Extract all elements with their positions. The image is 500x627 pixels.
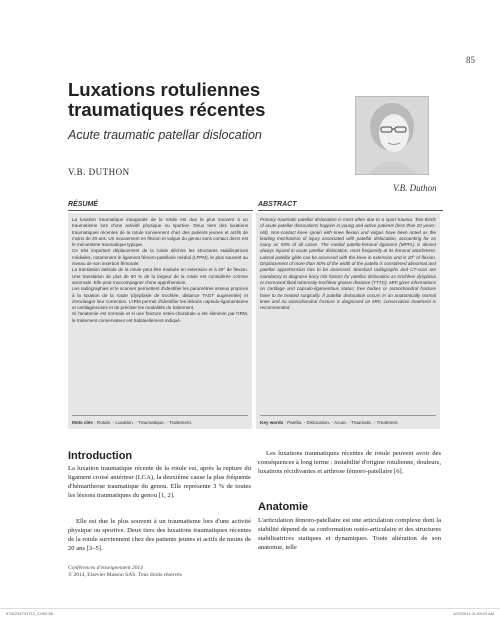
resume-paragraph: La luxation traumatique inaugurale de la rotule est due le plus souvent à un traumatisme lors d'une activité physique ou sportive. Deux tiers des luxations traumatiques récentes de la rotule surviennent chez des patients jeunes et actifs de moins de 20 ans. Un mouvement en flexion et valgus du genou sans contact direct est le mécanisme traumatique typique. (72, 217, 248, 248)
keywords-label: Mots clés (72, 420, 93, 425)
article-subtitle: Acute traumatic patellar dislocation (68, 128, 262, 142)
slug-file: 9782294741712_CH00 85 (6, 611, 53, 616)
keywords-list: : Patella. - Dislocation. - Acute. - Traumatic. - Treatment. (284, 420, 399, 425)
keywords-list: : Rotule. - Luxation. - Traumatique. - Traitement. (94, 420, 193, 425)
author-name: V.B. DUTHON (68, 167, 130, 177)
page-footer (68, 565, 182, 579)
resume-paragraph: La translation latérale de la rotule peut être évaluée en extension et à 20° de flexion. Une translation de plus de 50 % de la largeur de la rotule est considérée comme anormale. Elle peut s'accompagner d'une appréhension. (72, 267, 248, 285)
resume-keywords (72, 420, 248, 425)
slug-timestamp: 1/29/2014 11:59:03 AM (452, 611, 494, 616)
resume-text (72, 217, 248, 324)
page-number: 85 (466, 55, 475, 65)
abstract-heading: ABSTRACT (258, 201, 443, 211)
resume-box (68, 213, 252, 429)
footer-copyright: © 2014, Elsevier Masson SAS. Tous droits réservés (68, 572, 182, 578)
introduction-paragraph-3: Les luxations traumatiques récentes de rotule peuvent avoir des conséquences à long terme : instabilité d'origine rotulienne, douleurs, luxations récidivantes et arthrose fémoro-patellaire [6]. (258, 450, 441, 475)
introduction-heading: Introduction (68, 450, 133, 462)
anatomie-paragraph-1: L'articulation fémoro-patellaire est une articulation complexe dont la stabilité dépend de sa conformation ostéo-articulaire et des structures stabilisatrices statiques et dynamiques. Toute altération de son anatomie, telle (258, 517, 441, 551)
article-title: Luxations rotuliennes traumatiques récentes (68, 79, 266, 120)
resume-heading: RÉSUMÉ (68, 201, 253, 211)
resume-paragraph: Ce très important déplacement de la rotule déchire les structures stabilisatrices médiales, notamment le ligament fémoro-patellaire médial (LFPM), le plus souvent au niveau de son insertion fémorale. (72, 248, 248, 267)
keywords-divider (260, 415, 436, 416)
introduction-paragraph-2: Elle est due le plus souvent à un traumatisme lors d'une activité physique ou sportive. Deux tiers des luxations traumatiques récentes de la rotule surviennent chez des patients jeunes et actifs de moins de 20 ans [3–5]. (68, 518, 251, 552)
abstract-keywords (260, 420, 436, 425)
resume-paragraph: Les radiographies et le scanner permettent d'identifier les paramètres osseux propices à la luxation de la rotule (dysplasie de trochlée, distance TAGT augmentée) et d'envisager leur correction. L'IRM permet d'identifier les lésions capsulo-ligamentaires et cartilagineuses et de préciser les modalités du traitement. (72, 286, 248, 311)
footer-conference: Conférences d'enseignement 2014 (68, 565, 143, 571)
photo-caption: V.B. Duthon (393, 183, 437, 193)
keywords-divider (72, 415, 248, 416)
abstract-paragraph: Primary traumatic patellar dislocation is most often due to a sport trauma. Two-thirds of acute patellar dislocations happen in young and active patients (less than 20 years-old). Non-contact knee sprain with knee flexion and valgus have been noted as the leading mechanism of injury associated with patellar dislocation, accounting for as many as 93% of all cases. The medial patello-femoral ligament (MPFL) is almost always injured in acute patellar dislocation, most frequently at its femoral attachment. Lateral patellar glide can be assessed with the knee in extension and in 20° of flexion. Displacement of more than 50% of the width of the patella is considered abnormal and patellar apprehension has to be assessed. Standard radiographs and CT-scan are mandatory to diagnose bony risk factors for patellar dislocation as trochlear dysplasia or increased tibial tuberosity-trochlear groove distance (TTTG). MRI gives informations on cartilage and capsulo-ligamentous status; free bodies or osteochondral fracture have to be treated surgically. If patellar dislocation occurs in an anatomically normal knee and no osteochondral fracture is diagnosed on MRI, conservative treatment is recommended. (260, 217, 436, 311)
print-slug (0, 609, 500, 619)
abstract-box (256, 213, 440, 429)
keywords-label: Key words (260, 420, 284, 425)
anatomie-heading: Anatomie (258, 501, 309, 513)
abstract-text (260, 217, 436, 311)
introduction-paragraph-1: La luxation traumatique récente de la rotule est, après la rupture du ligament croisé antérieur (LCA), la deuxième cause la plus fréquente d'hémarthrose traumatique du genou. Elle représente 3 % de toutes les lésions traumatiques du genou [1, 2]. (68, 465, 251, 499)
resume-paragraph: Si l'anatomie est normale et si une fracture ostéo-chondrale a été éliminée par l'IRM, le traitement conservateur est habituellement indiqué. (72, 311, 248, 323)
author-portrait-icon (356, 97, 428, 174)
author-photo (355, 96, 429, 175)
